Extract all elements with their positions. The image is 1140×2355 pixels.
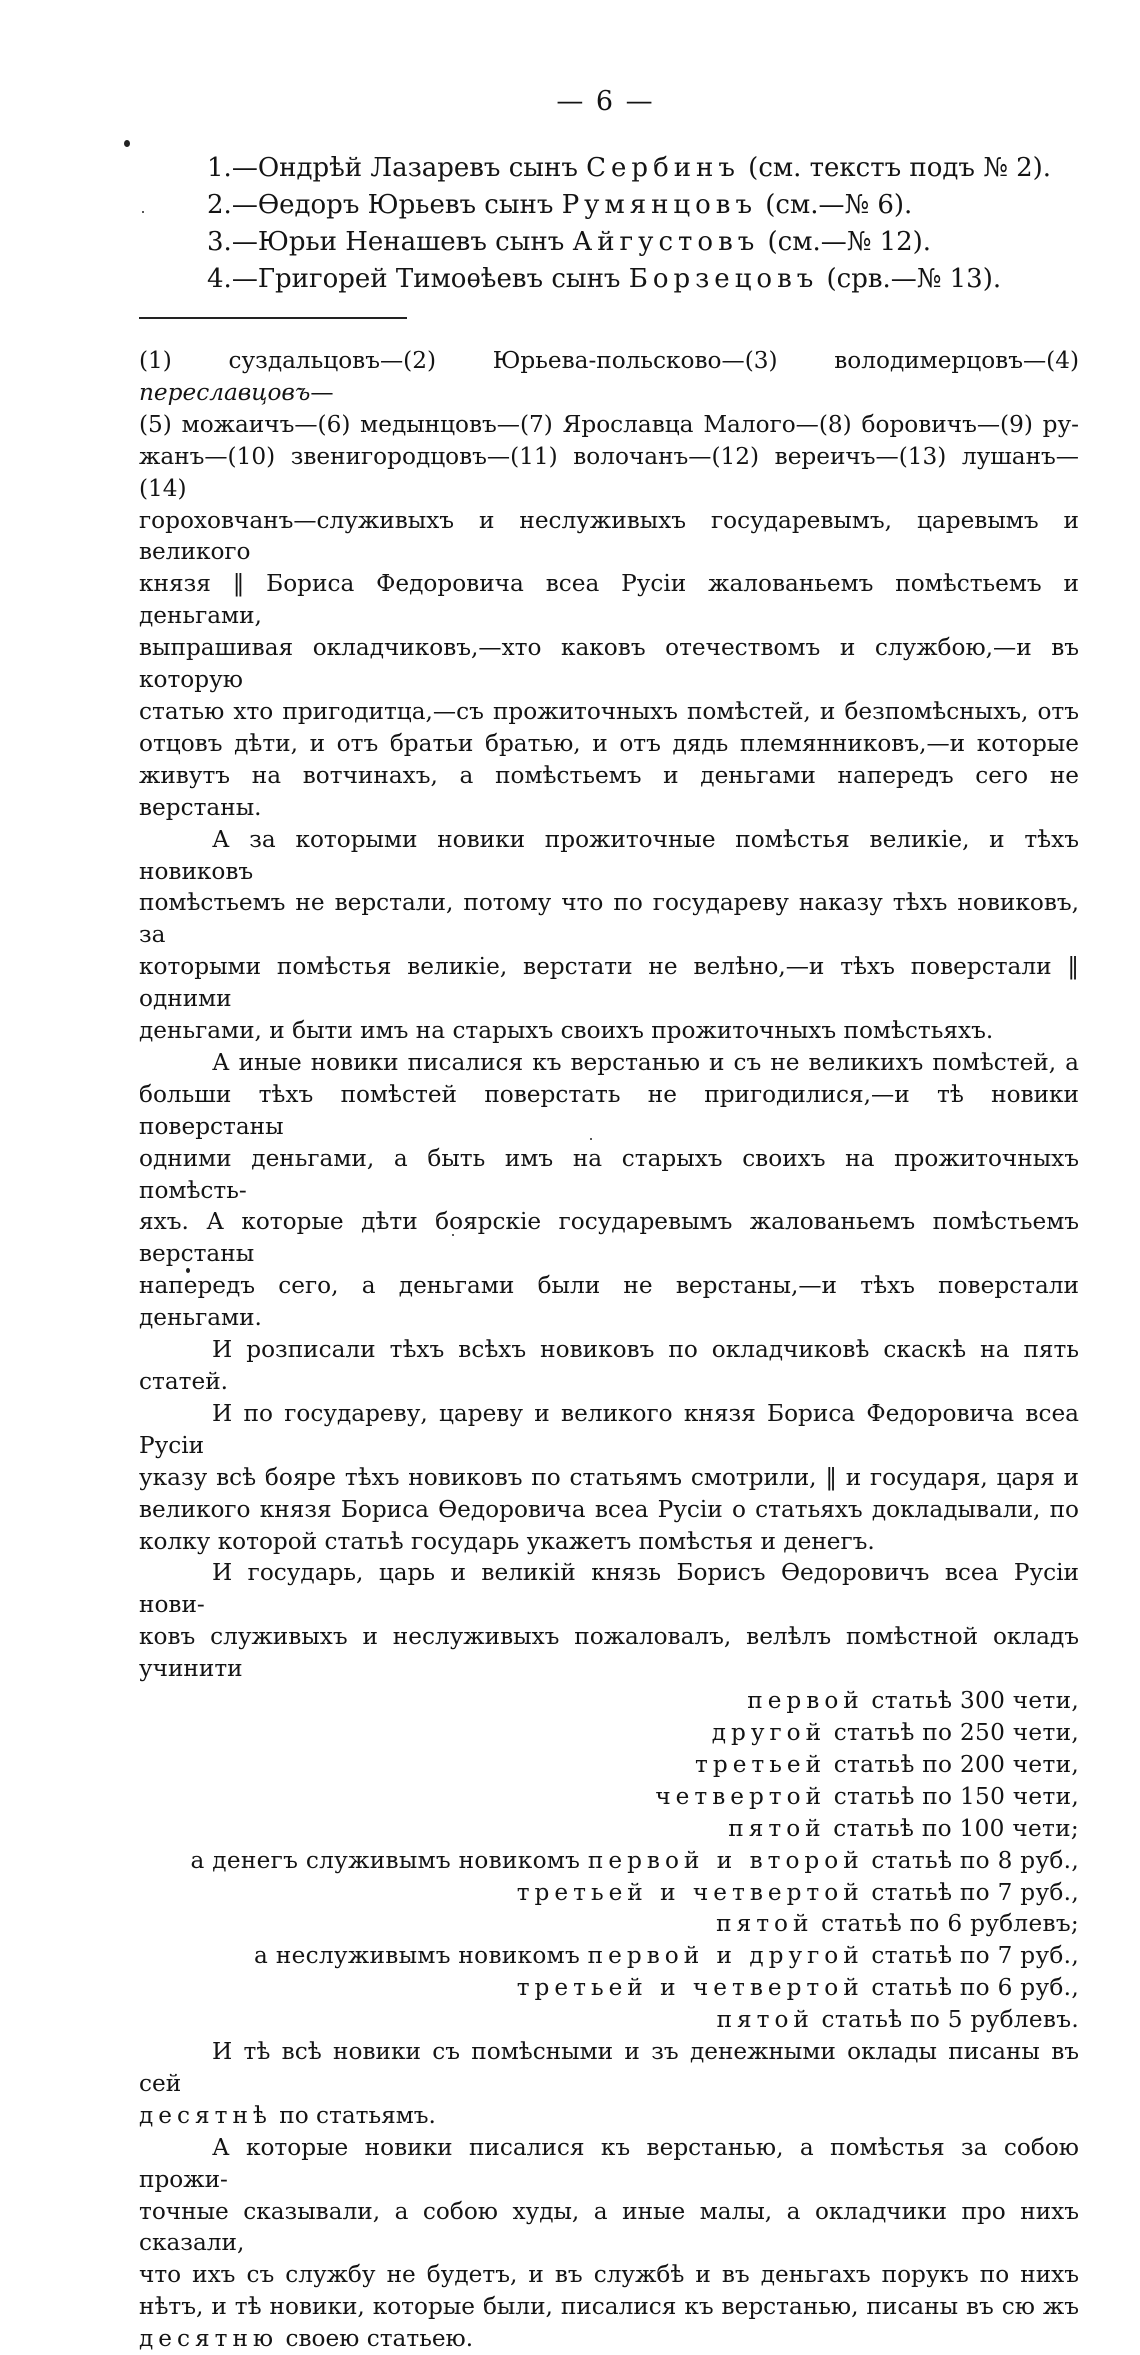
list-item: 3.—Юрьи Ненашевъ сынъ Айгустовъ (см.—№ 12).	[207, 227, 932, 257]
text-line: выпрашивая окладчиковъ,—хто каковъ отечествомъ и службою,—и въ которую	[139, 634, 1079, 694]
list-item: 2.—Ѳедоръ Юрьевъ сынъ Румянцовъ (см.—№ 6).	[207, 190, 913, 220]
text-line: которыми помѣстья великіе, верстати не велѣно,—и тѣхъ поверстали ‖ одними	[139, 953, 1079, 1013]
text-line: колку которой статьѣ государь укажетъ помѣстья и денегъ.	[139, 1527, 875, 1555]
text-line: что ихъ съ службу не будетъ, и въ службѣ и въ деньгахъ порукъ по нихъ	[139, 2261, 1079, 2289]
text-line: точные сказывали, а собою худы, а иные малы, а окладчики про нихъ сказали,	[139, 2197, 1079, 2257]
text-line: великого князя Бориса Ѳедоровича всеа Русіи о статьяхъ докладывали, по	[139, 1495, 1079, 1523]
list-item: 1.—Ондрѣй Лазаревъ сынъ Сербинъ (см. текстъ подъ № 2).	[207, 153, 1052, 183]
schedule-line: а денегъ служивымъ новикомъ первой и второй статьѣ по 8 руб.,	[190, 1846, 1079, 1874]
schedule-line: другой статьѣ по 250 чети,	[711, 1718, 1079, 1746]
text-line: А иные новики писалися къ верстанью и съ не великихъ помѣстей, а	[212, 1048, 1079, 1076]
surname: Сербинъ	[586, 153, 740, 183]
text-line: гороховчанъ—служивыхъ и неслуживыхъ государевымъ, царевымъ и великого	[139, 506, 1079, 566]
stray-mark	[124, 140, 130, 147]
text-line: яхъ. А которые дѣти боярскіе государевымъ жалованьемъ помѣстьемъ верстаны	[139, 1208, 1079, 1268]
text-line: указу всѣ бояре тѣхъ новиковъ по статьямъ смотрили, ‖ и государя, царя и	[139, 1463, 1079, 1491]
names-list	[207, 150, 1067, 298]
surname: Румянцовъ	[561, 190, 757, 220]
text-line: И тѣ всѣ новики съ помѣсными и зъ денежными оклады писаны въ сей	[139, 2038, 1079, 2097]
text-line: статью хто пригодитца,—съ прожиточныхъ помѣстей, и безпомѣсныхъ, отъ	[139, 697, 1079, 725]
schedule-line: третьей и четвертой статьѣ по 6 руб.,	[516, 1974, 1079, 2002]
schedule-line: четвертой статьѣ по 150 чети,	[655, 1782, 1079, 1810]
schedule-line: третьей и четвертой статьѣ по 7 руб.,	[516, 1878, 1079, 1906]
text-line: больши тѣхъ помѣстей поверстать не пригодилися,—и тѣ новики поверстаны	[139, 1080, 1079, 1140]
text-line: А которые новики писалися къ верстанью, а помѣстья за собою прожи-	[139, 2133, 1079, 2193]
text-line: нѣтъ, и тѣ новики, которые были, писалися къ верстанью, писаны въ сю жъ	[139, 2293, 1079, 2321]
schedule-line: пятой статьѣ по 100 чети;	[728, 1814, 1079, 1842]
text-line: И розписали тѣхъ всѣхъ новиковъ по окладчиковѣ скаскѣ на пять статей.	[139, 1336, 1079, 1395]
list-item: 4.—Григорей Тимоѳѣевъ сынъ Борзецовъ (срв.—№ 13).	[207, 264, 1002, 294]
schedule-line: а неслуживымъ новикомъ первой и другой статьѣ по 7 руб.,	[254, 1942, 1079, 1970]
text-line: жанъ—(10) звенигородцовъ—(11) волочанъ—(12) вереичъ—(13) лушанъ—(14)	[139, 442, 1079, 502]
text-line: десятнѣ по статьямъ.	[139, 2101, 436, 2129]
text-line: А за которыми новики прожиточные помѣстья великіе, и тѣхъ новиковъ	[139, 825, 1079, 885]
text-line: И государь, царь и великій князь Борисъ Ѳедоровичъ всеа Русіи нови-	[139, 1559, 1079, 1619]
separator-rule	[139, 317, 407, 319]
text-line: живутъ на вотчинахъ, а помѣстьемъ и деньгами напередъ сего не верстаны.	[139, 761, 1079, 821]
text-line: помѣстьемъ не верстали, потому что по государеву наказу тѣхъ новиковъ, за	[139, 889, 1079, 949]
text-line: десятню своею статьею.	[139, 2325, 474, 2353]
text-line: (1) суздальцовъ—(2) Юрьева-польсково—(3) володимерцовъ—(4) переславцовъ—	[139, 347, 1079, 406]
schedule-line: третьей статьѣ по 200 чети,	[695, 1750, 1079, 1778]
text-line: ковъ служивыхъ и неслуживыхъ пожаловалъ, велѣлъ помѣстной окладъ учинити	[139, 1623, 1079, 1683]
surname: Борзецовъ	[628, 264, 819, 294]
text-line: напередъ сего, а деньгами были не верстаны,—и тѣхъ поверстали деньгами.	[139, 1272, 1079, 1332]
stray-mark	[142, 211, 144, 213]
text-line: (5) можаичъ—(6) медынцовъ—(7) Ярославца Малого—(8) боровичъ—(9) ру-	[139, 410, 1079, 438]
text-line: князя ‖ Бориса Федоровича всеа Русіи жалованьемъ помѣстьемъ и деньгами,	[139, 570, 1079, 630]
text-line: И по государеву, цареву и великого князя Бориса Федоровича всеа Русіи	[139, 1399, 1079, 1459]
page-number: — 6 —	[556, 86, 655, 117]
surname: Айгустовъ	[572, 227, 760, 257]
body-text	[139, 345, 1079, 2355]
text-line: одними деньгами, а быть имъ на старыхъ своихъ на прожиточныхъ помѣсть-	[139, 1144, 1079, 1204]
text-line: отцовъ дѣти, и отъ братьи братью, и отъ дядь племянниковъ,—и которые	[139, 729, 1079, 757]
schedule-line: пятой статьѣ по 6 рублевъ;	[716, 1910, 1079, 1938]
text-line: деньгами, и быти имъ на старыхъ своихъ прожиточныхъ помѣстьяхъ.	[139, 1017, 994, 1045]
schedule-line: первой статьѣ 300 чети,	[747, 1687, 1079, 1715]
schedule-line: пятой статьѣ по 5 рублевъ.	[716, 2006, 1079, 2034]
